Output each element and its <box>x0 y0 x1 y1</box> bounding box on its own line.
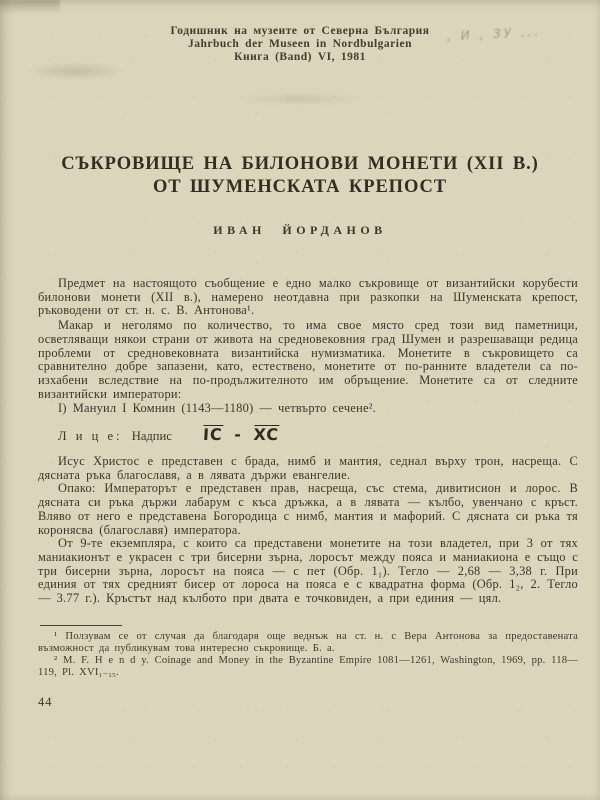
paragraph: Исус Христос е представен с брада, нимб и мантия, седнал върху трон, насреща. С дясната ръка благославя, а в лявата държи евангелие. <box>38 454 578 482</box>
journal-header-line-1: Годишник на музеите от Северна България <box>170 25 430 37</box>
inscription-separator: - <box>233 425 243 445</box>
footnote-divider <box>40 625 122 626</box>
paragraph: Предмет на настоящото съобщение е едно малко съкровище от византийски корубести билонови монети (XII в.), намерено неотдавна при разкопки на Шуменската крепост, ръководени от ст. н. с. В. Антонова¹. <box>38 276 578 318</box>
article-title-line-1: СЪКРОВИЩЕ НА БИЛОНОВИ МОНЕТИ (XII В.) <box>61 154 539 174</box>
article-title <box>0 153 600 198</box>
coin-inscription <box>203 425 280 444</box>
article-body <box>38 277 578 606</box>
article-title-line-2: ОТ ШУМЕНСКАТА КРЕПОСТ <box>152 176 447 197</box>
journal-header-line-3: Книга (Band) VI, 1981 <box>234 51 366 63</box>
journal-header-line-2: Jahrbuch der Museen in Nordbulgarien <box>188 38 412 50</box>
coin-face-line <box>38 425 578 444</box>
footnotes <box>38 631 578 680</box>
coin-list-item: Макар и неголямо по количество, то има свое място сред този вид паметници, осветляващи някои страни от живота на средновековния град Шумен и разрешаващи редица проблеми от средновековната византийска нумизматика. Монетите в съкровището са сравнително добре запазени, като, естествено, монетите от по-ранните владетели са по-изхабени вследствие на по-продължителното им обръщение. Монетите са от следните византийски императори: <box>38 318 578 401</box>
page-number: 44 <box>38 694 53 709</box>
scan-smudge <box>210 90 390 108</box>
scan-artifact-handwriting: , И , ЗУ ... <box>446 24 542 44</box>
footnote-2: ² M. F. H e n d y. Coinage and Money in the Byzantine Empire 1081—1261, Washington, 1969, pp. 118—119, Pl. XVI₁₋₁₅. <box>38 655 578 679</box>
author-name: ИВАН ЙОРДАНОВ <box>213 223 387 237</box>
footnote-1: ¹ Ползувам се от случая да благодаря още веднъж на ст. н. с Вера Антонова за предоставената възможност да публикувам това интересно съкровище. Б. а. <box>38 630 578 654</box>
face-word: Надпис <box>131 429 172 444</box>
paragraph: От 9-те екземпляра, с които са представени монетите на този владетел, при 3 от тях маниакионът е украсен с три бисерни зърна, лоросът между пояса и маниакиона е също с три бисерни зърна, лоросът на пояса — с пет (Обр. 1₁). Тегло — 2,68 — 3,38 г. При единия от тях средният бисер от лороса на пояса е с квадратна форма (Обр. 1₂, 2. Тегло — 3.77 г.). Кръстът над кълбото при двата е точковиден, а при единия — цял. <box>38 536 578 606</box>
inscription-xc: XC <box>253 425 280 445</box>
face-label: Л и ц е: <box>58 429 123 444</box>
coin-list-item: I) Мануил I Комнин (1143—1180) — четвърто сечене². <box>58 401 377 416</box>
paragraph: Опако: Императорът е представен прав, насреща, със стема, дивитисион и лорос. В дясната си ръка държи лабарум с къса дръжка, а в лявата — кълбо, увенчано с кръст. Вляво от него е представена Богородица с нимб, мантия и мафорий. С дясната си ръка тя коронясва (благославя) императора. <box>38 481 578 537</box>
inscription-ic: IC <box>202 425 224 445</box>
